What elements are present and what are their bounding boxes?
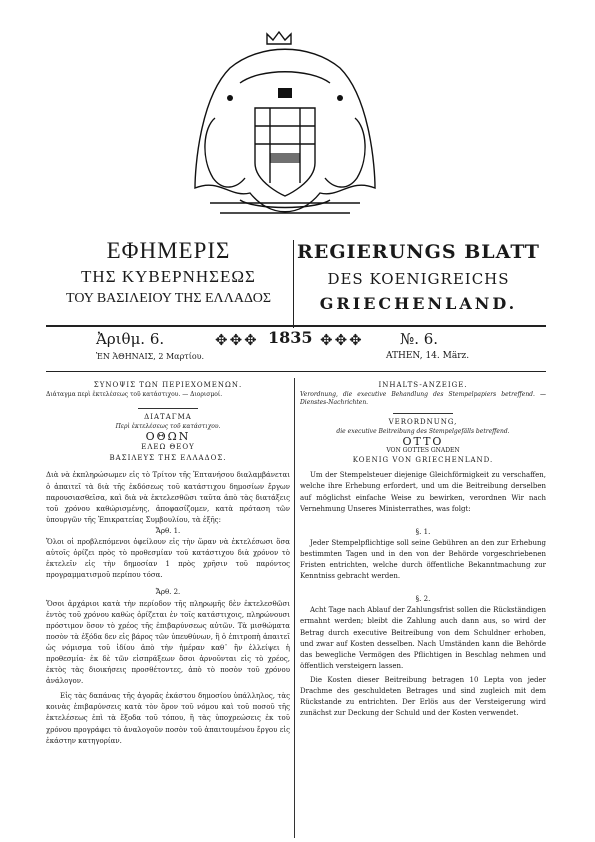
greek-column [46,380,290,835]
greek-king-name: ΟΘΩΝ [145,430,191,444]
greek-article-2-heading: Ἄρθ. 2. [155,588,181,597]
greek-contents-rule [138,399,198,409]
column-divider [294,378,295,838]
issue-number-german: №. 6. [400,330,439,348]
greek-contents-text: Διάταγμα περὶ ἐκτελέσεως τοῦ κατάστιχου. — Διορισμοί. [46,391,223,399]
greek-contents-heading: ΣΥΝΟΨΙΣ ΤΩΝ ΠΕΡΙΕΧΟΜΕΝΩΝ. [93,381,243,389]
greek-section-subtitle: Περὶ ἐκτελέσεως τοῦ κατάστιχου. [115,423,221,431]
german-article-2-text: Acht Tage nach Ablauf der Zahlungsfrist sollen die Rückständigen ermahnt werden; bleibt die Zahlung auch dann aus, so wird der Betrag durch executive Beitreibung von dem Schuldner erhoben, und zwar auf Kosten desselben. Nach Umständen kann die Behörde das bewegliche Vermögen des Pflichtigen in Beschlag nehmen und öffentlich versteigern lassen. [300,606,546,670]
german-column [300,380,546,835]
ornament-right: ✥✥✥ [320,331,364,349]
masthead-greek-line1: ΕΦΗΜΕΡΙΣ [106,238,231,263]
greek-king-title: ΒΑΣΙΛΕΥΣ ΤΗΣ ΕΛΛΑΔΟΣ. [109,454,227,463]
issue-rule [46,371,546,372]
masthead-divider [293,240,294,328]
royal-coat-of-arms [170,28,400,234]
german-article-2-text-cont: Die Kosten dieser Beitreibung betragen 10 Lepta von jeder Drachme des geschuldeten Betrages und sind zugleich mit dem Rückstande zu entrichten. Der Erlös aus der Versteigerung wird zunächst zur Deckung der Schuld und der Kosten verwendet. [300,675,546,718]
german-king-title: KOENIG VON GRIECHENLAND. [352,456,494,465]
german-contents-rule [393,407,453,414]
german-section-title: VERORDNUNG, [388,418,458,427]
place-date-german: ATHEN, 14. März. [386,351,470,361]
german-section-subtitle: die executive Beitreibung des Stempelgefälls betreffend. [336,428,510,436]
greek-preamble: Διὰ νὰ ἐκπληρώσωμεν εἰς τὸ Τρίτον τῆς Ἑπτανήσου διαλαμβάνεται ὁ ἀπαιτεῖ τὰ διὰ τῆς ἐκδόσεως τοῦ κατάστιχου δημοσίων ἔργων παρουσιασθεῖσα, καὶ διὰ νὰ ἐκτελεσθῶσι ταῦτα ἀπὸ τὰς διατάξεις τοῦ χρόνου καθώρισμένης, ἀποφασίζομεν, κατὰ πρόταση τῶν ὑπουργῶν τῆς Ἐπικρατείας Συμβουλίου, τὰ ἑξῆς: [46,471,290,524]
greek-article-1-text: Ὅλοι οἱ προβλεπόμενοι ὀφείλουν εἰς τὴν ὥραν νὰ ἐκτελέσωσι ὅσα αὐτοῖς ὁρίζει πρὸς τὸ προθεσμίαν τοῦ κατάστιχου διὰ χρόνον τὸ ἐκτελεῖν εἰς τὴν δημοσίαν 1 πρὸς χρῆσιν τοῦ παρόντος προγραμματισμοῦ περίπου τόσα. [46,538,290,580]
german-contents-text: Verordnung, die executive Behandlung des Stempelpapiers betreffend. — Dienstes-Nachrichten. [300,391,546,407]
ornament-left: ✥✥✥ [215,331,259,349]
issue-number-greek: Ἀριθμ. 6. [96,330,165,348]
german-grace: VON GOTTES GNADEN [386,447,460,455]
german-contents-heading: INHALTS-ANZEIGE. [378,381,468,389]
issue-year: 1835 [268,328,313,347]
masthead-rule [46,325,546,327]
masthead-german-line2: DES KOENIGREICHS [327,270,510,288]
masthead-german-line3: GRIECHENLAND. [319,294,518,313]
german-preamble: Um der Stempelsteuer diejenige Gleichförmigkeit zu verschaffen, welche ihre Erhebung erfordert, und um die Beitreibung derselben auf möglichst einfache Weise zu bewirken, verordnen Wir nach Vernehmung Unseres Ministerrathes, was folgt: [300,471,546,513]
german-article-1-text: Jeder Stempelpflichtige soll seine Gebühren an den zur Erhebung bestimmten Tagen und in den von der Behörde vorgeschriebenen Fristen entrichten, welche durch öffentliche Bekanntmachung zur Kenntniss gebracht werden. [300,538,546,581]
german-king-name: OTTO [402,435,444,449]
greek-article-2-text-cont: Εἰς τὰς δαπάνας τῆς ἀγορᾶς ἑκάστου δημοσίου ὑπάλληλος, τὰς κοινὰς ἐπιβαρύνσεις κατὰ τὸν ὅρον τοῦ νόμου καὶ τοῦ ποσοῦ τῆς ἐκτελέσεως ἐπὶ τὰ ἔξοδα τοῦ τόπου, ἢ τὰς ὑποχρεώσεις ἐκ τοῦ χρόνου προγράφει τὸ ἀναλογοῦν ποσὸν τοῦ ἀπαιτουμένου ἔργου εἰς ἑκάστην κατηγορίαν. [46,692,290,745]
german-article-2-heading: §. 2. [415,595,431,604]
masthead-greek-line2: ΤΗΣ ΚΥΒΕΡΝΗΣΕΩΣ [81,267,256,286]
place-date-greek: ἘΝ ἈΘΗΝΑΙΣ, 2 Μαρτίου. [96,352,205,361]
greek-grace: ΕΛΕΩ ΘΕΟΥ [141,443,195,452]
greek-section-title: ΔΙΑΤΑΓΜΑ [144,413,192,422]
masthead-german-line1: REGIERUNGS BLATT [297,241,540,263]
masthead-greek-line3: ΤΟΥ ΒΑΣΙΛΕΙΟΥ ΤΗΣ ΕΛΛΑΔΟΣ [66,291,271,306]
greek-article-1-heading: Ἄρθ. 1. [155,526,181,535]
greek-article-2-text: Ὅσοι ἀρχάριοι κατὰ τὴν περίοδον τῆς πληρωμῆς δὲν ἐκτελεσθῶσι ἐντὸς τοῦ χρόνου καθὼς ὁρίζεται ἐν τοῖς κατάστιχοις, πληρώνουσι πρόστιμον ὅσον τὸ χρέος τῆς ἐπιβαρύνσεως αὐτῶν. Τὰ μισθώματα ποσὸν τὰ ἐξόδα δεν εἰς βάρος τῶν ὑπευθύνων, ἢ ὁ ἐπιτροπὴ ἀπαιτεῖ ὡς νόμισμα τοῦ ἰδίου ἀπὸ τὴν ἡμέραν καθ᾽ ἣν ἐλλείψει ἡ προθεσμία· ἐκ δὲ τῶν εἰσπράξεων ὅσοι ἀρνοῦνται εἰς τὸ χρέος, ἐκτὸς τὰς διοικήσεις προσθέτοντες, ἀπὸ τὸ ποσὸν τοῦ χρόνου ἀνάλογον. [46,599,290,686]
german-article-1-heading: §. 1. [415,527,431,536]
